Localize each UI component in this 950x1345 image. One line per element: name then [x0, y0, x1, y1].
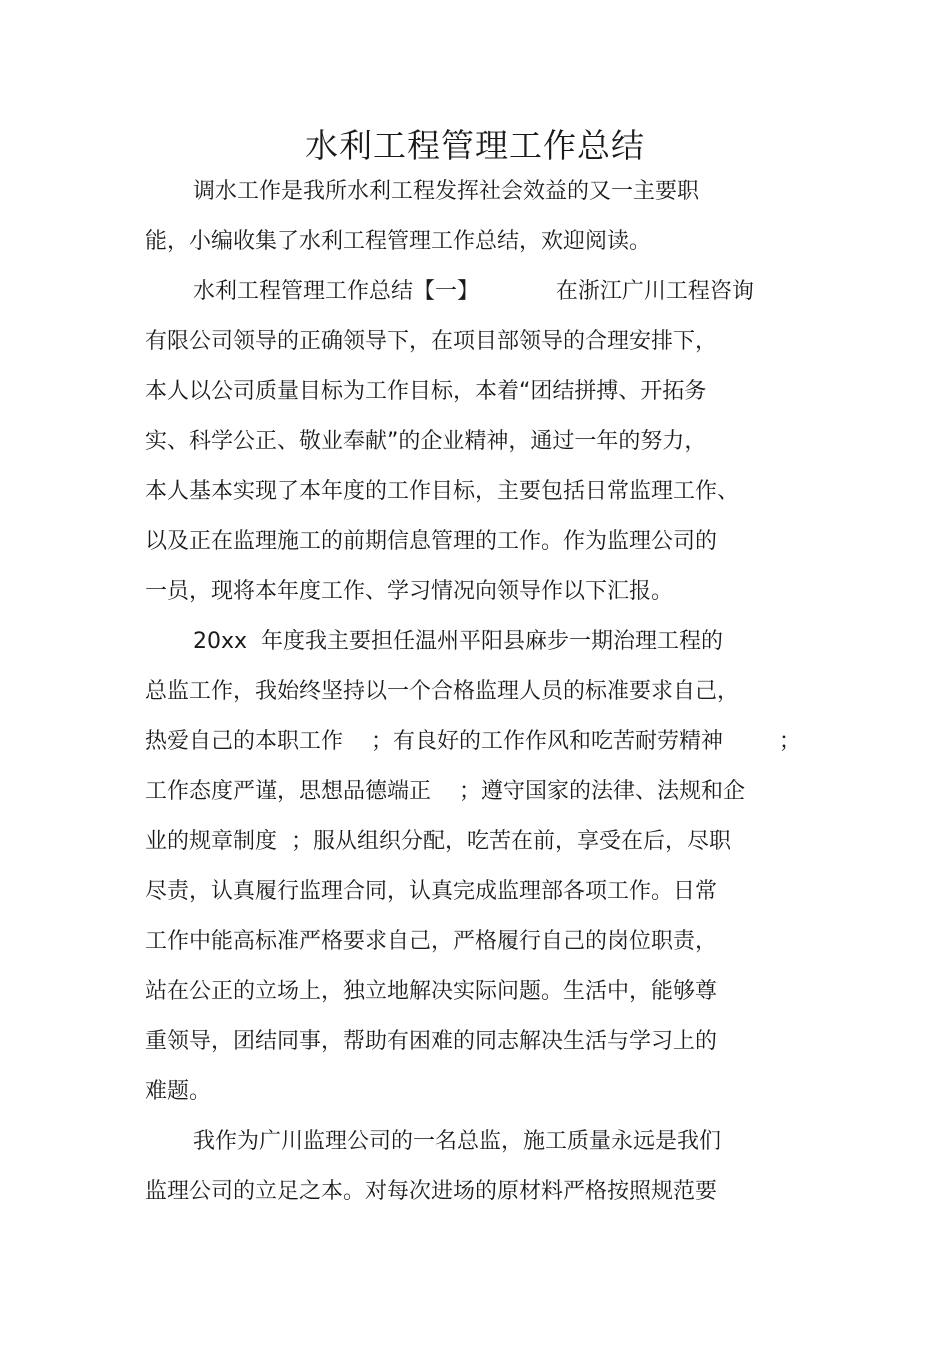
text-line: 监理公司的立足之本。对每次进场的原材料严格按照规范要 [145, 1179, 718, 1204]
document-title: 水利工程管理工作总结 [305, 126, 645, 165]
text-line: 热爱自己的本职工作 ；有良好的工作作风和吃苦耐劳精神 ； [145, 729, 801, 754]
text-line: 本人以公司质量目标为工作目标，本着“团结拼搏、开拓务 [145, 379, 707, 404]
text-line: 能，小编收集了水利工程管理工作总结，欢迎阅读。 [145, 229, 652, 254]
text-line: 工作态度严谨，思想品德端正 ；遵守国家的法律、法规和企 [145, 779, 745, 804]
text-line: 以及正在监理施工的前期信息管理的工作。作为监理公司的 [145, 529, 718, 554]
text-line: 站在公正的立场上，独立地解决实际问题。生活中，能够尊 [145, 979, 718, 1004]
text-line: 我作为广川监理公司的一名总监，施工质量永远是我们 [193, 1129, 722, 1154]
text-line: 业的规章制度 ；服从组织分配，吃苦在前，享受在后，尽职 [145, 829, 731, 854]
text-line: 重领导，团结同事，帮助有困难的同志解决生活与学习上的 [145, 1029, 718, 1054]
text-line: 总监工作，我始终坚持以一个合格监理人员的标准要求自己， [145, 679, 740, 704]
text-line: 一员，现将本年度工作、学习情况向领导作以下汇报。 [145, 579, 674, 604]
text-line: 本人基本实现了本年度的工作目标，主要包括日常监理工作、 [145, 479, 740, 504]
text-line: 调水工作是我所水利工程发挥社会效益的又一主要职 [193, 179, 700, 204]
text-line: 工作中能高标准严格要求自己，严格履行自己的岗位职责， [145, 929, 718, 954]
text-line: 有限公司领导的正确领导下，在项目部领导的合理安排下， [145, 329, 718, 354]
text-line: 20xx 年度我主要担任温州平阳县麻步一期治理工程的 [193, 629, 724, 654]
text-line: 尽责，认真履行监理合同，认真完成监理部各项工作。日常 [145, 879, 718, 904]
text-line: 实、科学公正、敬业奉献”的企业精神，通过一年的努力， [145, 429, 707, 454]
text-line: 水利工程管理工作总结【一】 在浙江广川工程咨询 [193, 279, 754, 304]
text-line: 难题。 [145, 1079, 212, 1104]
